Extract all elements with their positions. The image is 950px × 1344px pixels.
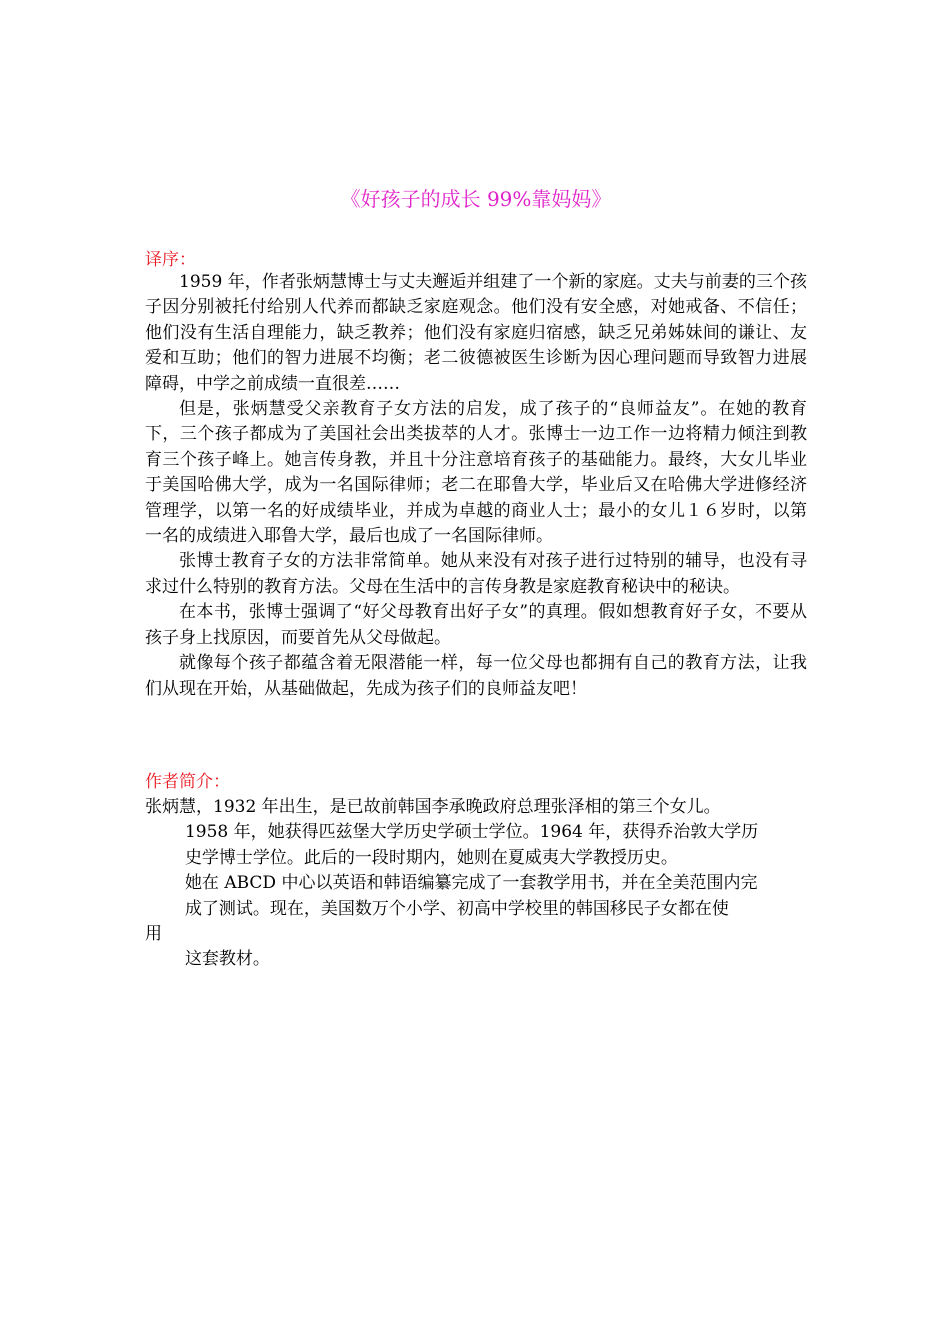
preface-paragraph: 在本书，张博士强调了“好父母教育出好子女”的真理。假如想教育好子女，不要从孩子身上找原因，而要首先从父母做起。	[145, 602, 807, 648]
preface-heading: 译序：	[145, 250, 196, 270]
author-line: 她在 ABCD 中心以英语和韩语编纂完成了一套教学用书，并在全美范围内完	[184, 873, 758, 894]
author-line: 史学博士学位。此后的一段时期内，她则在夏威夷大学教授历史。	[184, 847, 678, 868]
preface-paragraph: 张博士教育子女的方法非常简单。她从来没有对孩子进行过特别的辅导，也没有寻求过什么特别的教育方法。父母在生活中的言传身教是家庭教育秘诀中的秘诀。	[145, 551, 807, 597]
preface-paragraph: 就像每个孩子都蕴含着无限潜能一样，每一位父母也都拥有自己的教育方法，让我们从现在开始，从基础做起，先成为孩子们的良师益友吧！	[145, 653, 807, 699]
author-line: 这套教材。	[184, 949, 270, 970]
author-line: 1958 年，她获得匹兹堡大学历史学硕士学位。1964 年，获得乔治敦大学历	[184, 822, 759, 843]
preface-paragraph: 但是，张炳慧受父亲教育子女方法的启发，成了孩子的“良师益友”。在她的教育下，三个孩子都成为了美国社会出类拔萃的人才。张博士一边工作一边将精力倾注到教育三个孩子峰上。她言传身教，并且十分注意培育孩子的基础能力。最终，大女儿毕业于美国哈佛大学，成为一名国际律师；老二在耶鲁大学，毕业后又在哈佛大学进修经济管理学，以第一名的好成绩毕业，并成为卓越的商业人士；最小的女儿１６岁时，以第一名的成绩进入耶鲁大学，最后也成了一名国际律师。	[145, 399, 807, 547]
author-heading: 作者简介：	[145, 772, 230, 792]
author-line: 张炳慧，1932 年出生，是已故前韩国李承晚政府总理张泽相的第三个女儿。	[145, 797, 721, 817]
author-body	[145, 795, 807, 973]
author-line: 用	[145, 924, 162, 945]
preface-paragraph: 1959 年，作者张炳慧博士与丈夫邂逅并组建了一个新的家庭。丈夫与前妻的三个孩子因分别被托付给别人代养而都缺乏家庭观念。他们没有安全感，对她戒备、不信任；他们没有生活自理能力，缺乏教养；他们没有家庭归宿感，缺乏兄弟姊妹间的谦让、友爱和互助；他们的智力进展不均衡；老二彼德被医生诊断为因心理问题而导致智力进展障碍，中学之前成绩一直很差……	[145, 272, 807, 394]
document-title: 《好孩子的成长 99%靠妈妈》	[340, 187, 612, 211]
preface-body	[145, 270, 807, 702]
author-line: 成了测试。现在，美国数万个小学、初高中学校里的韩国移民子女都在使	[184, 898, 729, 919]
